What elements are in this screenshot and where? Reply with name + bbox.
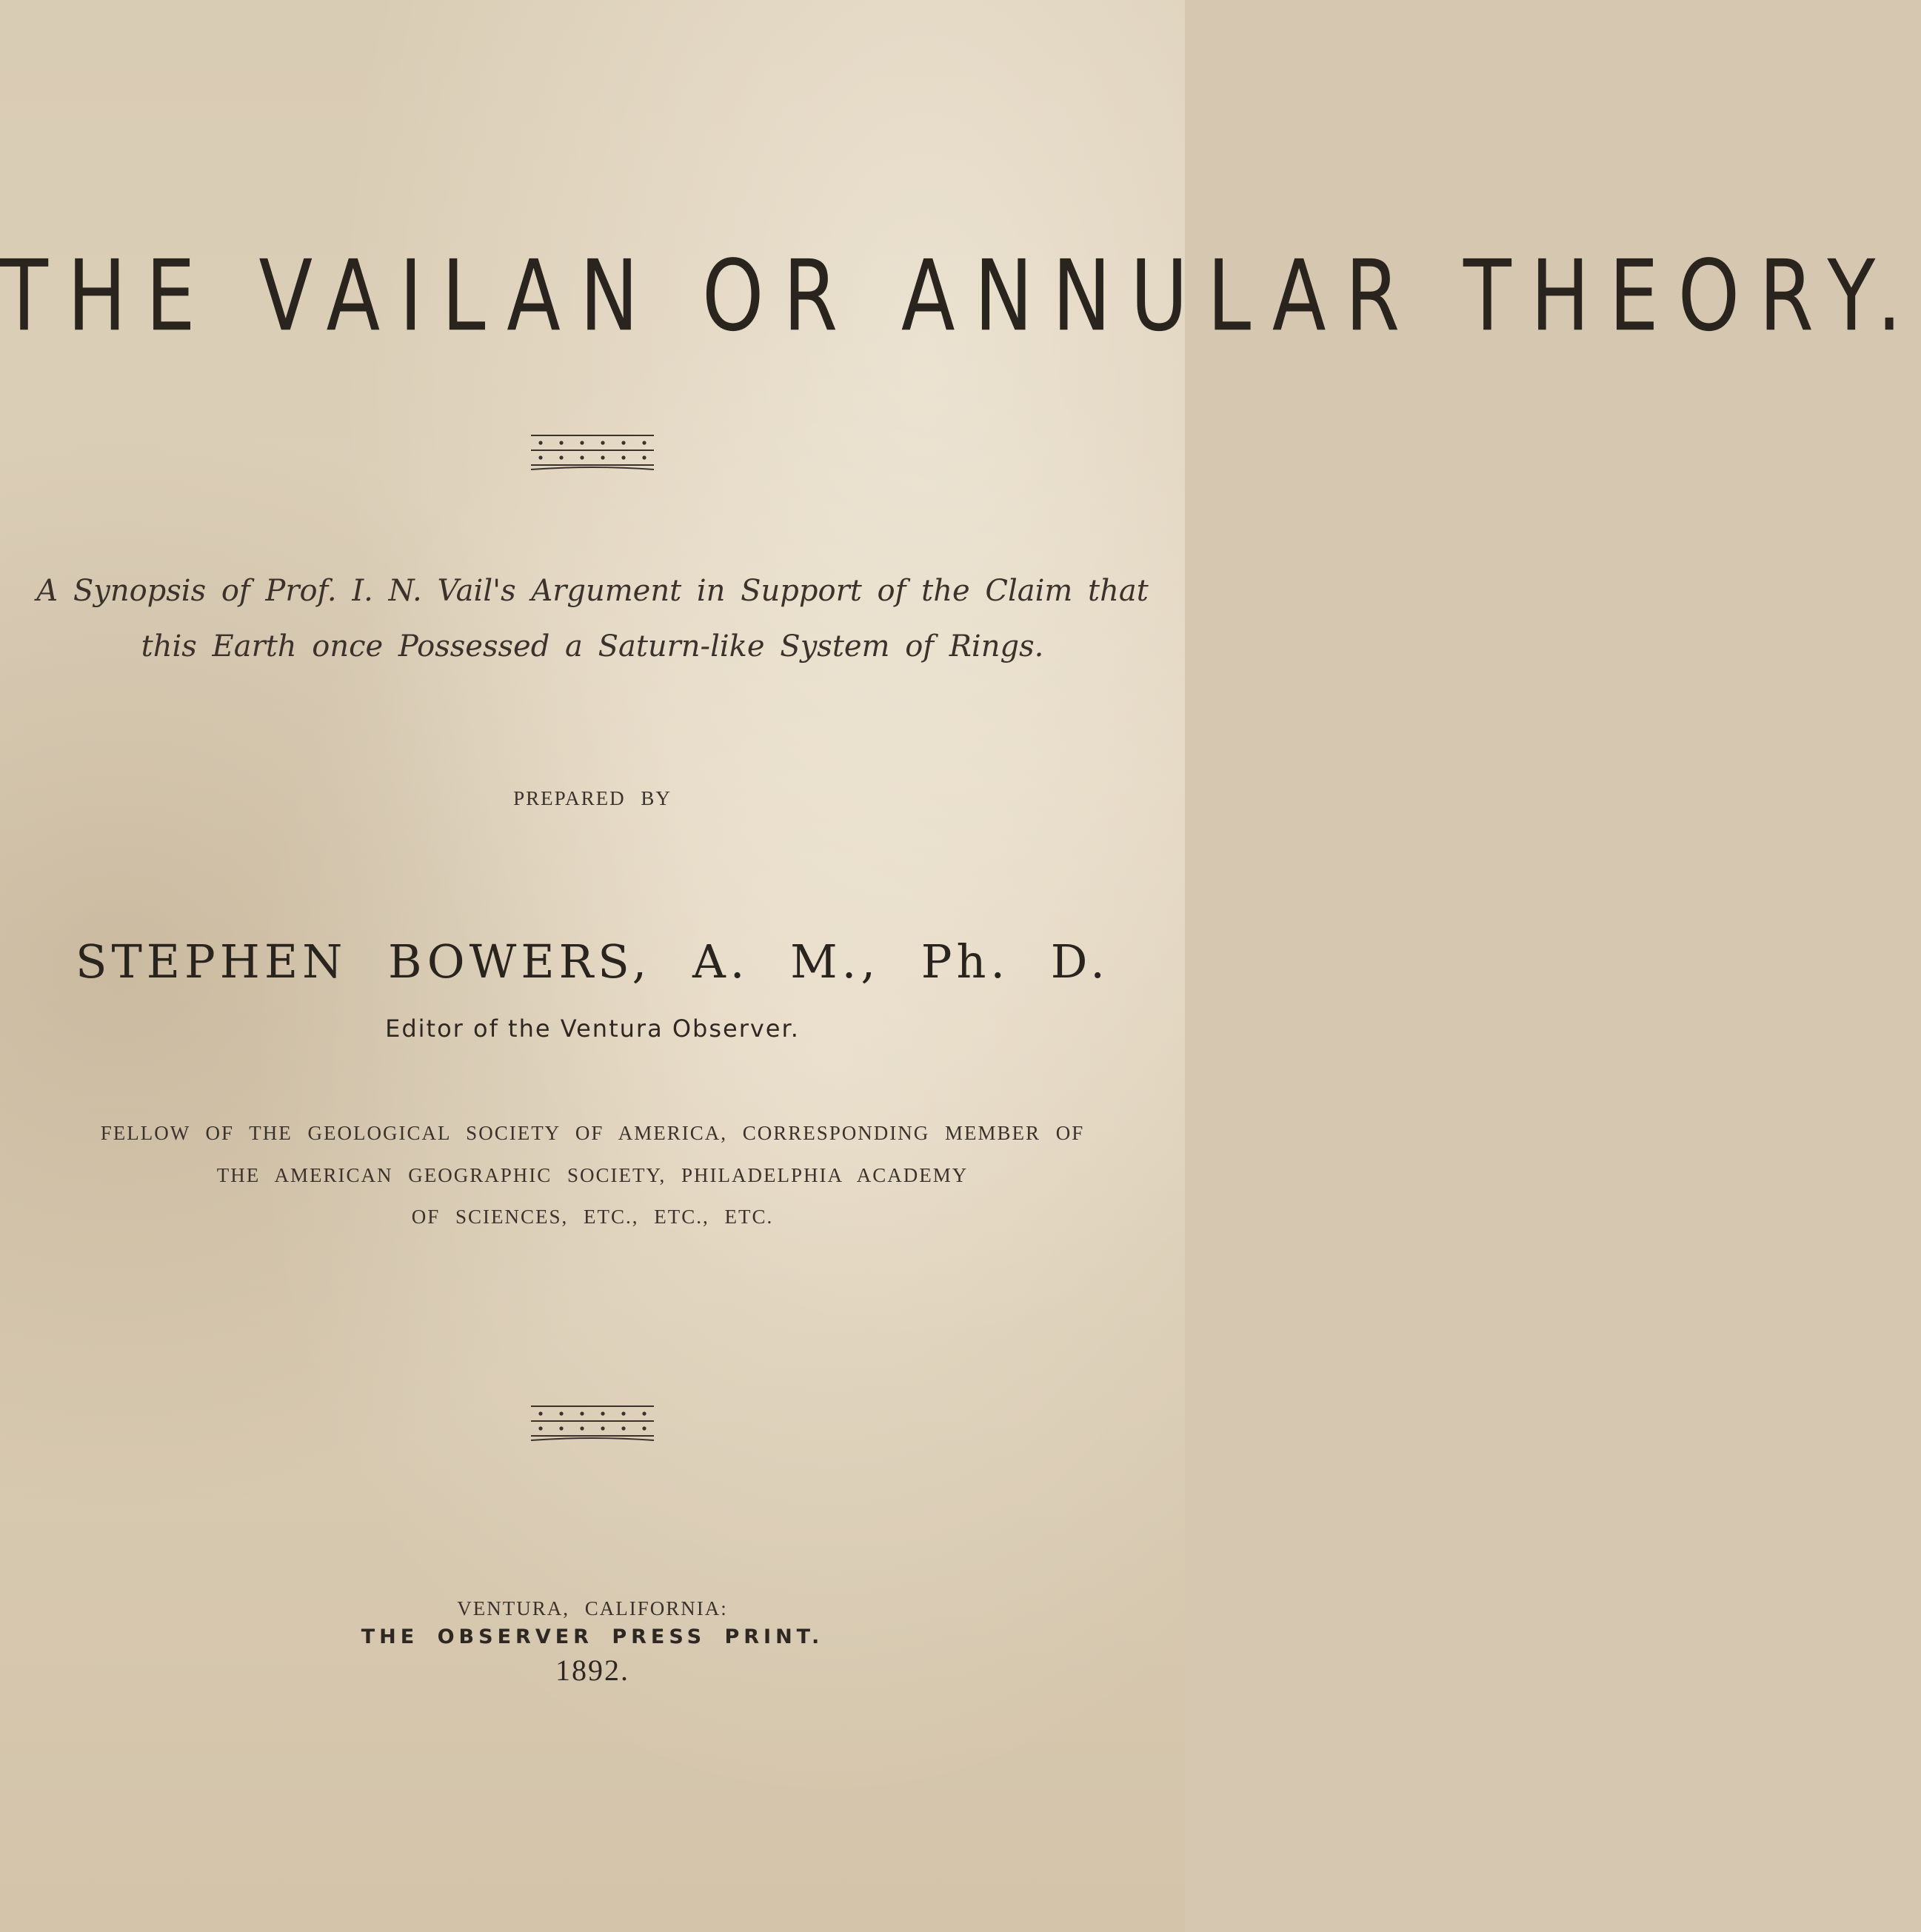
author-name: STEPHEN BOWERS, A. M., Ph. D. [75,935,1110,989]
affiliations-line-1: FELLOW OF THE GEOLOGICAL SOCIETY OF AMERICA, CORRESPONDING MEMBER OF [100,1122,1085,1144]
dotted-rule-icon [529,1402,655,1443]
imprint-place: VENTURA, CALIFORNIA: [457,1597,728,1620]
subtitle-line-1: A Synopsis of Prof. I. N. Vail's Argument in Support of the Claim that [36,574,1149,608]
book-title: THE VAILAN OR ANNULAR THEORY. [0,238,1921,353]
affiliations-line-3: OF SCIENCES, ETC., ETC., ETC. [411,1206,774,1228]
affiliations-line-2: THE AMERICAN GEOGRAPHIC SOCIETY, PHILADELPHIA ACADEMY [216,1164,969,1186]
subtitle-line-2: this Earth once Possessed a Saturn-like System of Rings. [141,629,1044,664]
author-editor-credit: Editor of the Ventura Observer. [385,1015,800,1043]
imprint-press: THE OBSERVER PRESS PRINT. [361,1625,824,1648]
prepared-by: PREPARED BY [513,787,672,809]
ornament-divider-top [0,431,1185,472]
dotted-rule-icon [529,431,655,472]
imprint-year: 1892. [555,1654,629,1687]
ornament-divider-bottom [0,1402,1185,1443]
